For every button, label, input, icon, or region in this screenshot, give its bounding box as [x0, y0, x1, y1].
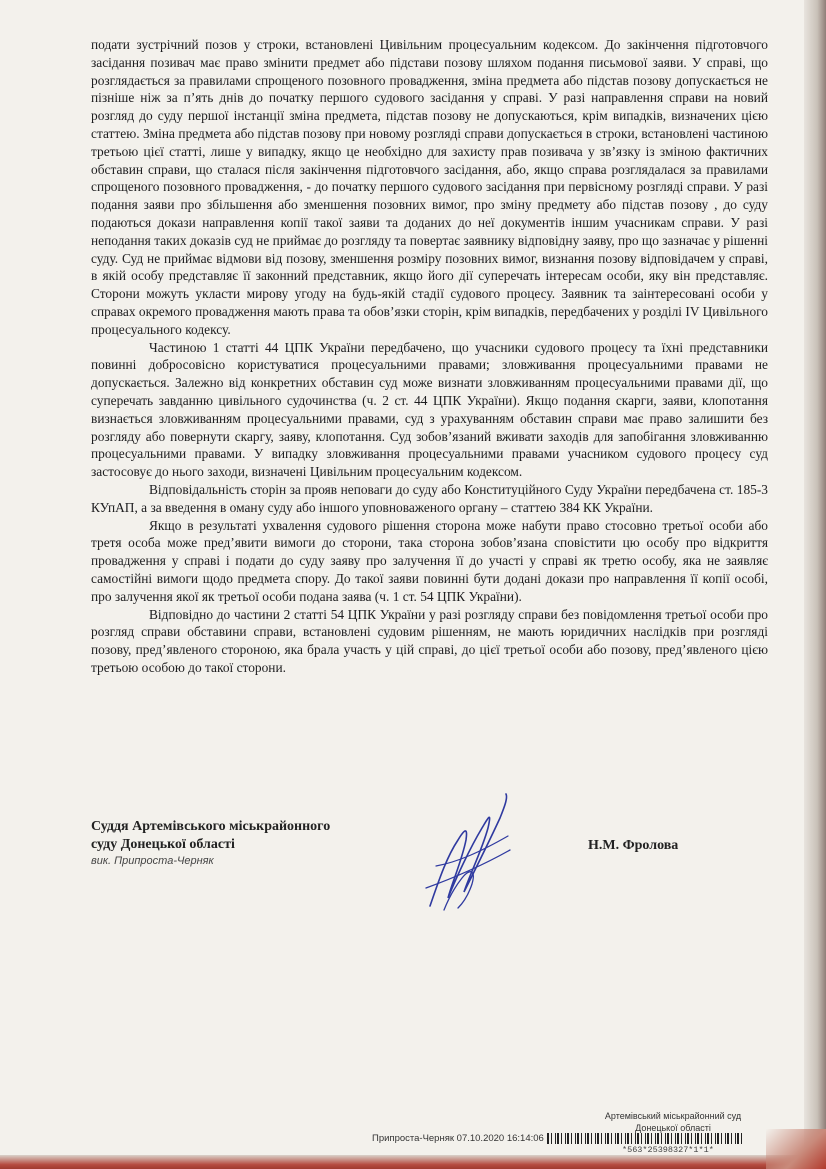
footer-print-line: [372, 1133, 747, 1144]
footer-court-stamp: [598, 1110, 748, 1134]
handwritten-signature: [418, 788, 518, 913]
paragraph-2: Частиною 1 статті 44 ЦПК України передбачено, що учасники судового процесу та їхні представники повинні добросовісно користуватися процесуальними правами; зловживання процесуальними правами не допускається. Залежно від конкретних обставин суд може визнати зловживанням процесуальними правами дії, що суперечать завданню цивільного судочинства (ч. 2 ст. 44 ЦПК України). Якщо подання скарги, заяви, клопотання визнається зловживанням процесуальними правами, суд з урахуванням обставин справи має право залишити без розгляду або повернути скаргу, заяву, клопотання. Суд зобов’язаний вживати заходів для запобігання зловживанню процесуальними правами. У випадку зловживання процесуальними правами учасником судового процесу суд застосовує до нього заходи, визначені Цивільним процесуальним кодексом.: [91, 339, 768, 480]
paragraph-4: Якщо в результаті ухвалення судового рішення сторона може набути право стосовно третьої особи або третя особа може пред’явити вимоги до сторони, така сторона зобов’язана сповістити цю особу про відкриття провадження у справі і подати до суду заяву про залучення її до участі у справі як третю особу, яка не заявляє самостійні вимоги щодо предмета спору. До такої заяви повинні бути додані докази про направлення її копії особі, про залучення якої як третьої особи подана заява (ч. 1 ст. 54 ЦПК України).: [91, 517, 768, 604]
footer-court-line-2: Донецької області: [635, 1123, 711, 1133]
judge-title-line-2: суду Донецької області: [91, 837, 235, 852]
barcode-number: *563*25398327*1*1*: [622, 1145, 714, 1155]
paragraph-3: Відповідальність сторін за прояв неповаги до суду або Конституційного Суду України передбачена ст. 185-3 КУпАП, а за введення в оману суду або іншого уповноваженого органу – статтею 384 КК України.: [91, 481, 768, 515]
barcode-icon: [547, 1133, 747, 1144]
document-body: [91, 36, 768, 677]
footer-printed-by: Припроста-Черняк 07.10.2020 16:14:06: [372, 1133, 544, 1144]
paper-corner: [766, 1129, 826, 1169]
footer-court-line-1: Артемівський міськрайонний суд: [604, 1111, 742, 1121]
judge-name: Н.М. Фролова: [588, 838, 679, 853]
judge-title-line-1: Суддя Артемівського міськрайонного: [91, 819, 331, 834]
paper-edge-right: [804, 0, 826, 1169]
paragraph-1: подати зустрічний позов у строки, встановлені Цивільним процесуальним кодексом. До закінчення підготовчого засідання позивач має право змінити предмет або підстави позову шляхом подання письмової заяви. У справі, що розглядається за правилами спрощеного позовного провадження, зміна предмета або підстав позову допускається не пізніше ніж за п’ять днів до початку першого судового засідання у справі. У разі направлення справи на новий розгляд до суду першої інстанції зміна предмета, підстав позову не допускаються, крім випадків, визначених цією статтею. Зміна предмета або підстав позову при новому розгляді справи допускається в строки, встановлені частиною третьою цієї статті, лише у випадку, якщо це необхідно для захисту прав позивача у зв’язку із зміною фактичних обставин справи, що сталася після закінчення підготовчого засідання, або, якщо справа розглядалася за правилами спрощеного позовного провадження, - до початку першого судового засідання при первісному розгляді справи. У разі подання заяви про збільшення або зменшення позовних вимог, про зміну предмету або підстав позову , до суду подаються докази направлення копії такої заяви та доданих до неї документів іншим учасникам справи. У разі неподання таких доказів суд не приймає до розгляду та повертає заявнику відповідну заяву, про що зазначає у рішенні суду. Суд не приймає відмови від позову, зменшення розміру позовних вимог, визнання позову відповідачем у справі, в якій особу представляє її законний представник, якщо його дії суперечать інтересам особи, яку він представляє. Сторони можуть укласти мирову угоду на будь-якій стадії судового процесу. Заявник та заінтересовані особи у справах окремого провадження мають права та обов’язки сторін, крім випадків, передбачених у розділі IV Цивільного процесуального кодексу.: [91, 37, 768, 337]
paragraph-5: Відповідно до частини 2 статті 54 ЦПК України у разі розгляду справи без повідомлення третьої особи про розгляд справи обставини справи, встановлені судовим рішенням, не мають юридичних наслідків при розгляді позову, пред’явленого стороною, яка брала участь у цій справі, до цієї третьої особи або позову, пред’явленого цією третьою особою до такої сторони.: [91, 606, 768, 675]
executor-label: вик. Припроста-Черняк: [91, 855, 214, 867]
signature-block: [91, 818, 330, 867]
paper-edge-bottom: [0, 1155, 826, 1169]
